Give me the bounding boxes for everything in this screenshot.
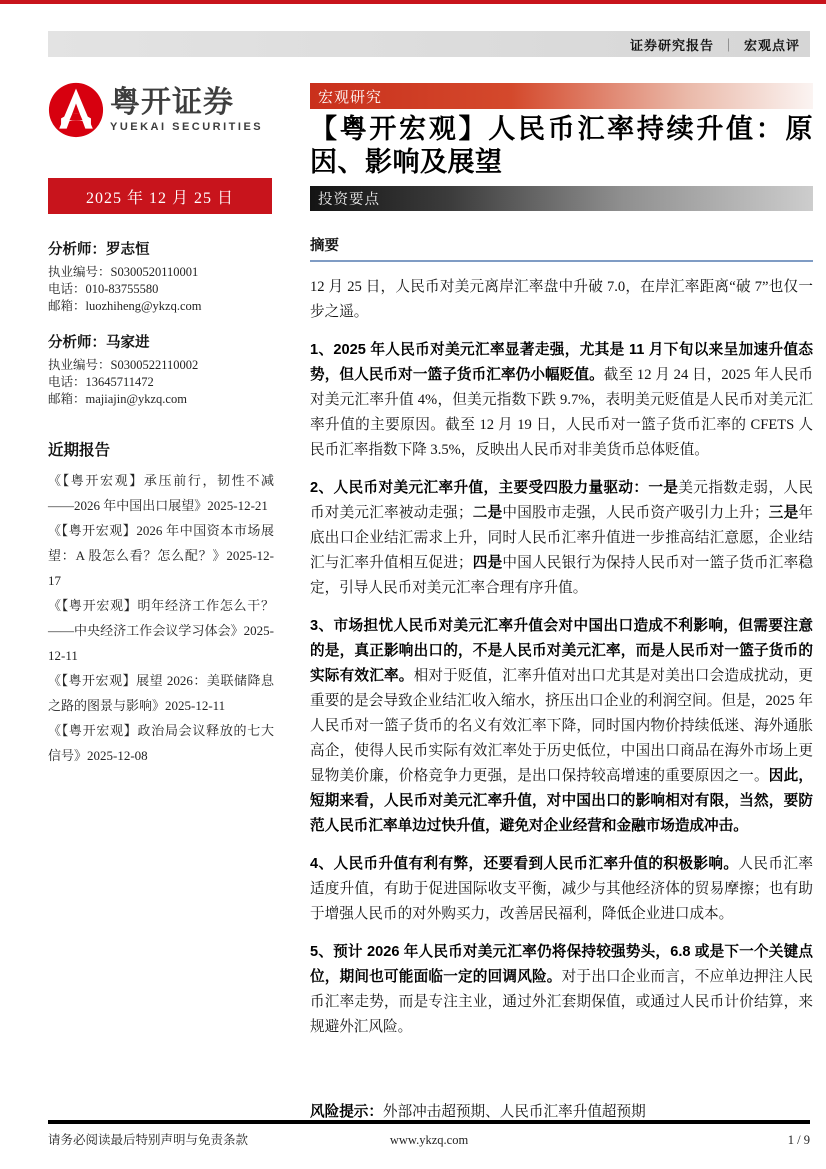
paragraph-point-4: 4、人民币升值有利有弊，还要看到人民币汇率升值的积极影响。人民币汇率适度升值，有助于促进国际收支平衡，减少与其他经济体的贸易摩擦；也有助于增强人民币的对外购买力，改善居民福利，降低企业进口成本。 bbox=[310, 856, 813, 922]
header-category: 宏观点评 bbox=[743, 37, 800, 53]
analyst-name: 分析师：马家进 bbox=[48, 335, 150, 351]
report-title: 【粤开宏观】人民币汇率持续升值：原因、影响及展望 bbox=[310, 114, 813, 177]
brand-logo bbox=[48, 82, 274, 138]
recent-reports bbox=[48, 438, 274, 768]
analyst-license: 执业编号：S0300520110001 bbox=[48, 265, 199, 279]
analyst-phone: 电话：010-83755580 bbox=[48, 282, 159, 296]
analyst-email: 邮箱：majiajin@ykzq.com bbox=[48, 392, 187, 406]
analyst-name: 分析师：罗志恒 bbox=[48, 242, 150, 258]
report-type-header bbox=[48, 31, 810, 57]
brand-name-cn: 粤开证券 bbox=[110, 85, 234, 119]
analyst-phone: 电话：13645711472 bbox=[48, 375, 154, 389]
paragraph-intro: 12 月 25 日，人民币对美元离岸汇率盘中升破 7.0，在岸汇率距离“破 7”也仅一步之遥。 bbox=[310, 279, 813, 320]
paragraph-point-3: 3、市场担忧人民币对美元汇率升值会对中国出口造成不利影响，但需要注意的是，真正影响出口的，不是人民币对美元汇率，而是人民币对一篮子货币的实际有效汇率。相对于贬值，汇率升值对出口尤其是对美出口会造成扰动，更重要的是会导致企业结汇收入缩水，挤压出口企业的利润空间。但是，2025 年人民币对一篮子货币的名义有效汇率下降，同时国内物价持续低迷、海外通胀高企，使得人民币实际有效汇率处于历史低位，中国出口商品在海外市场上更显物美价廉，价格竞争力更强，是出口保持较高增速的重要原因之一。因此，短期来看，人民币对美元汇率升值，对中国出口的影响相对有限，当然，要防范人民币汇率单边过快升值，避免对企业经营和金融市场造成冲击。 bbox=[310, 618, 813, 834]
main-content bbox=[310, 83, 813, 1125]
investment-highlights-bar: 投资要点 bbox=[310, 186, 813, 211]
header-divider: ｜ bbox=[721, 37, 736, 53]
abstract-heading: 摘要 bbox=[310, 234, 813, 262]
analyst-email: 邮箱：luozhiheng@ykzq.com bbox=[48, 299, 202, 313]
sidebar bbox=[48, 82, 274, 768]
paragraph-point-1: 1、2025 年人民币对美元汇率显著走强，尤其是 11 月下旬以来呈加速升值态势，但人民币对一篮子货币汇率仍小幅贬值。截至 12 月 24 日，2025 年人民币对美元汇率升值 4%，但美元指数下跌 9.7%，表明美元贬值是人民币对美元汇率升值的主要原因。截至 12 月 19 日，人民币对一篮子货币汇率的 CFETS 人民币汇率指数下降 3.5%，反映出人民币对非美货币总体贬值。 bbox=[310, 342, 813, 458]
paragraph-point-5: 5、预计 2026 年人民币对美元汇率仍将保持较强势头，6.8 或是下一个关键点位，期间也可能面临一定的回调风险。对于出口企业而言，不应单边押注人民币汇率走势，而是专注主业，通过外汇套期保值，或通过人民币计价结算，来规避外汇风险。 bbox=[310, 944, 813, 1035]
report-list-item: 《【粤开宏观】明年经济工作怎么干？——中央经济工作会议学习体会》2025-12-11 bbox=[48, 598, 274, 663]
report-list-item: 《【粤开宏观】承压前行，韧性不减——2026 年中国出口展望》2025-12-21 bbox=[48, 473, 274, 513]
report-list-item: 《【粤开宏观】政治局会议释放的七大信号》2025-12-08 bbox=[48, 723, 274, 763]
report-list-item: 《【粤开宏观】展望 2026：美联储降息之路的图景与影响》2025-12-11 bbox=[48, 673, 274, 713]
top-accent-line bbox=[0, 0, 826, 4]
report-list-item: 《【粤开宏观】2026 年中国资本市场展望：A 股怎么看？怎么配？》2025-12-17 bbox=[48, 523, 274, 588]
footer-disclaimer: 请务必阅读最后特别声明与免责条款 bbox=[48, 1133, 249, 1147]
analyst-block bbox=[48, 331, 274, 408]
yuekai-emblem-icon bbox=[48, 82, 104, 138]
footer-website: www.ykzq.com bbox=[389, 1133, 469, 1147]
brand-name-block bbox=[110, 87, 263, 134]
risk-note: 风险提示：外部冲击超预期、人民币汇率升值超预期 bbox=[310, 1104, 646, 1120]
header-report-type: 证券研究报告 bbox=[629, 37, 714, 53]
report-date-banner: 2025 年 12 月 25 日 bbox=[48, 178, 272, 214]
recent-reports-heading: 近期报告 bbox=[48, 442, 111, 459]
paragraph-point-2: 2、人民币对美元汇率升值，主要受四股力量驱动：一是美元指数走弱，人民币对美元汇率被动走强；二是中国股市走强，人民币资产吸引力上升；三是年底出口企业结汇需求上升，同时人民币汇率升值进一步推高结汇意愿，企业结汇与汇率升值相互促进；四是中国人民银行为保持人民币对一篮子货币汇率稳定，引导人民币对美元汇率合理有序升值。 bbox=[310, 480, 813, 596]
brand-name-en: YUEKAI SECURITIES bbox=[110, 121, 264, 134]
page-footer bbox=[48, 1120, 810, 1148]
footer-page-number: 1 / 9 bbox=[787, 1133, 810, 1147]
analyst-license: 执业编号：S0300522110002 bbox=[48, 358, 199, 372]
analyst-block bbox=[48, 238, 274, 315]
category-bar: 宏观研究 bbox=[310, 83, 813, 109]
